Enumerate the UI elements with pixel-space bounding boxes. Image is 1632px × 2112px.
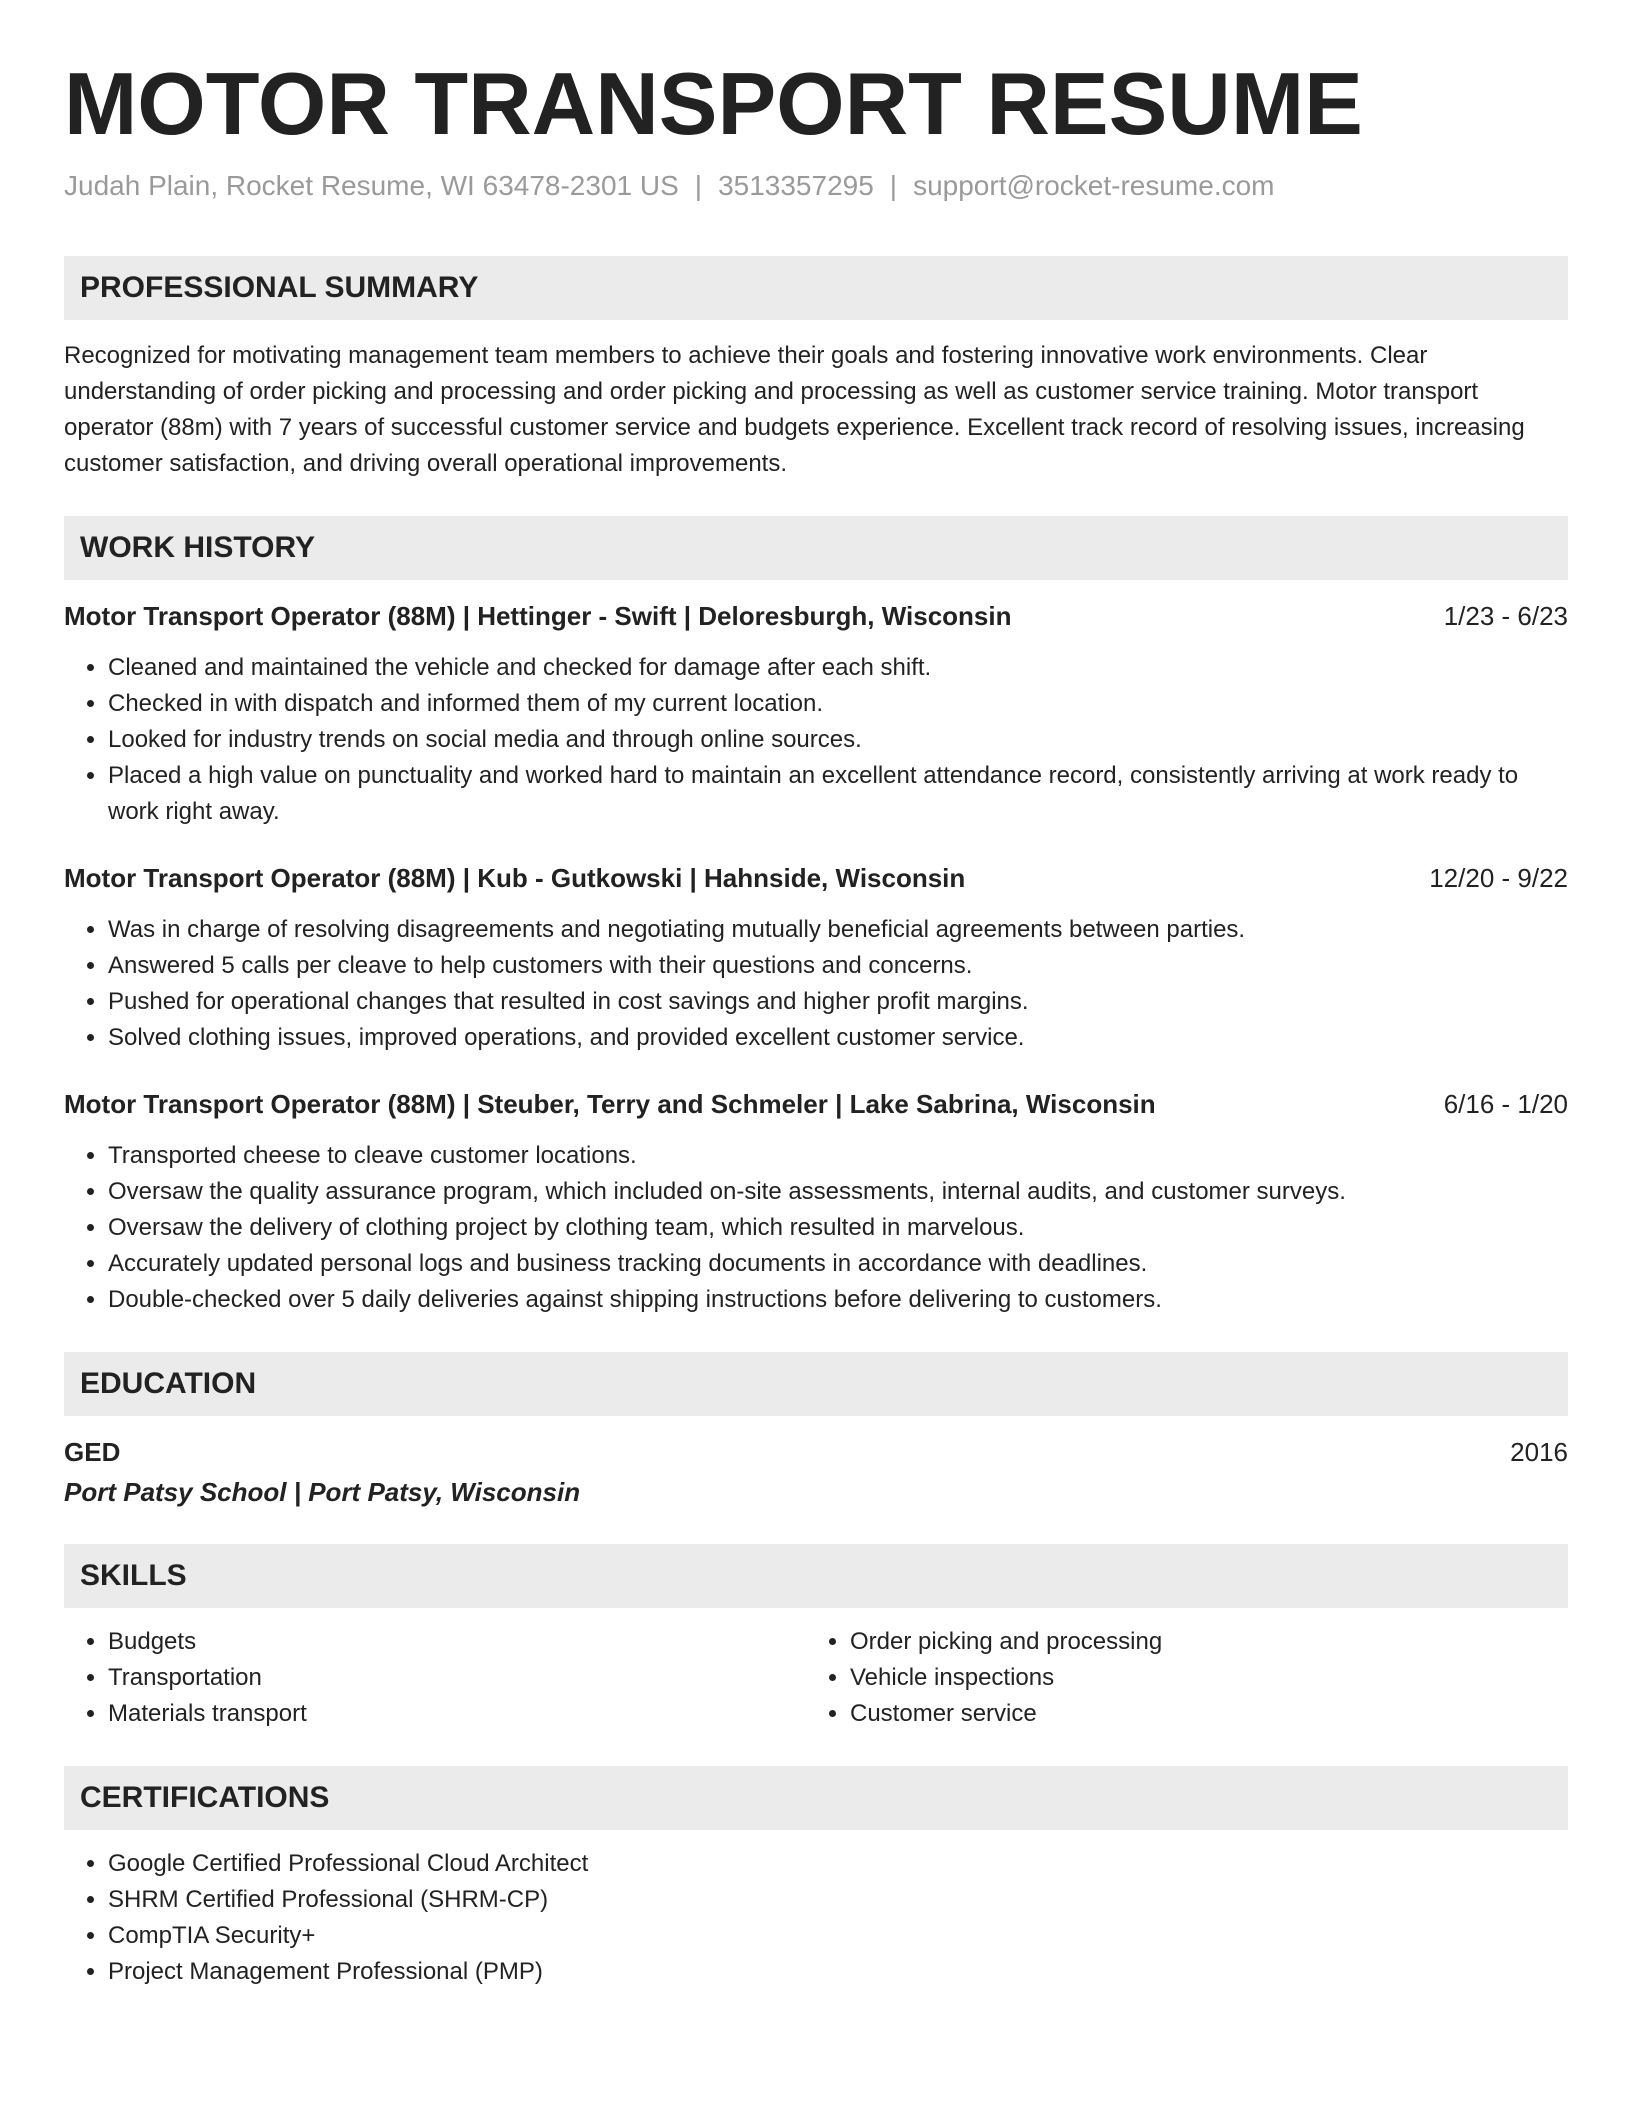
skills-column-right bbox=[806, 1624, 1548, 1732]
job-bullet: • Transported cheese to cleave customer locations. bbox=[108, 1138, 1568, 1174]
job-bullet: • Was in charge of resolving disagreements and negotiating mutually beneficial agreements between parties. bbox=[108, 912, 1568, 948]
education-row bbox=[64, 1434, 1568, 1470]
skill-item: • Budgets bbox=[108, 1624, 806, 1660]
contact-line bbox=[64, 168, 1568, 204]
skill-item: • Vehicle inspections bbox=[850, 1660, 1548, 1696]
job-bullet: • Checked in with dispatch and informed them of my current location. bbox=[108, 686, 1568, 722]
resume-page bbox=[64, 0, 1568, 1990]
work-history-section-heading: WORK HISTORY bbox=[64, 516, 1568, 580]
job-title: Motor Transport Operator (88M) | Steuber, Terry and Schmeler | Lake Sabrina, Wisconsin bbox=[64, 1089, 1156, 1119]
certifications-list bbox=[64, 1846, 1568, 1990]
job-title: Motor Transport Operator (88M) | Kub - Gutkowski | Hahnside, Wisconsin bbox=[64, 863, 966, 893]
summary-text: Recognized for motivating management team members to achieve their goals and fostering innovative work environments. Clear understanding of order picking and processing and order picking and processing as well as customer service training. Motor transport operator (88m) with 7 years of successful customer service and budgets experience. Excellent track record of resolving issues, increasing customer satisfaction, and driving overall operational improvements. bbox=[64, 342, 1525, 477]
summary-section-heading: PROFESSIONAL SUMMARY bbox=[64, 256, 1568, 320]
job-header bbox=[64, 860, 1568, 896]
job-bullet: • Double-checked over 5 daily deliveries against shipping instructions before delivering to customers. bbox=[108, 1282, 1568, 1318]
skill-item: • Transportation bbox=[108, 1660, 806, 1696]
contact-email: support@rocket-resume.com bbox=[913, 170, 1275, 201]
certification-item: • Google Certified Professional Cloud Architect bbox=[108, 1846, 1568, 1882]
job-bullet: • Accurately updated personal logs and business tracking documents in accordance with deadlines. bbox=[108, 1246, 1568, 1282]
job-title: Motor Transport Operator (88M) | Hettinger - Swift | Deloresburgh, Wisconsin bbox=[64, 601, 1012, 631]
job-bullet: • Pushed for operational changes that resulted in cost savings and higher profit margins. bbox=[108, 984, 1568, 1020]
job-dates: 1/23 - 6/23 bbox=[1443, 601, 1568, 631]
job-bullet-list bbox=[64, 912, 1568, 1056]
job-bullet: • Solved clothing issues, improved operations, and provided excellent customer service. bbox=[108, 1020, 1568, 1056]
job-bullet: • Oversaw the quality assurance program, which included on-site assessments, internal audits, and customer surveys. bbox=[108, 1174, 1568, 1210]
certification-item: • Project Management Professional (PMP) bbox=[108, 1954, 1568, 1990]
contact-address: Judah Plain, Rocket Resume, WI 63478-2301 US bbox=[64, 170, 679, 201]
job-bullet: • Placed a high value on punctuality and worked hard to maintain an excellent attendance record, consistently arriving at work ready to work right away. bbox=[108, 758, 1568, 830]
resume-title: MOTOR TRANSPORT RESUME bbox=[64, 54, 1363, 153]
certification-item: • SHRM Certified Professional (SHRM-CP) bbox=[108, 1882, 1568, 1918]
education-school: Port Patsy School | Port Patsy, Wisconsin bbox=[64, 1477, 581, 1507]
job-bullet: • Answered 5 calls per cleave to help customers with their questions and concerns. bbox=[108, 948, 1568, 984]
job-bullet: • Oversaw the delivery of clothing project by clothing team, which resulted in marvelous. bbox=[108, 1210, 1568, 1246]
job-header bbox=[64, 598, 1568, 634]
contact-separator: | bbox=[694, 170, 703, 201]
education-section-heading: EDUCATION bbox=[64, 1352, 1568, 1416]
skills-column-left bbox=[64, 1624, 806, 1732]
skills-list bbox=[806, 1624, 1548, 1732]
job-bullet: • Looked for industry trends on social media and through online sources. bbox=[108, 722, 1568, 758]
skill-item: • Materials transport bbox=[108, 1696, 806, 1732]
job-bullet-list bbox=[64, 1138, 1568, 1318]
job-bullet-list bbox=[64, 650, 1568, 830]
skills-list bbox=[64, 1624, 806, 1732]
job-bullet: • Cleaned and maintained the vehicle and checked for damage after each shift. bbox=[108, 650, 1568, 686]
contact-separator: | bbox=[889, 170, 898, 201]
certifications-section-heading: CERTIFICATIONS bbox=[64, 1766, 1568, 1830]
contact-phone: 3513357295 bbox=[718, 170, 874, 201]
job-dates: 6/16 - 1/20 bbox=[1443, 1089, 1568, 1119]
skill-item: • Order picking and processing bbox=[850, 1624, 1548, 1660]
education-degree: GED bbox=[64, 1437, 121, 1467]
skill-item: • Customer service bbox=[850, 1696, 1548, 1732]
job-header bbox=[64, 1086, 1568, 1122]
skills-grid bbox=[64, 1624, 1568, 1732]
certification-item: • CompTIA Security+ bbox=[108, 1918, 1568, 1954]
job-dates: 12/20 - 9/22 bbox=[1429, 863, 1568, 893]
skills-section-heading: SKILLS bbox=[64, 1544, 1568, 1608]
education-year: 2016 bbox=[1510, 1437, 1568, 1467]
